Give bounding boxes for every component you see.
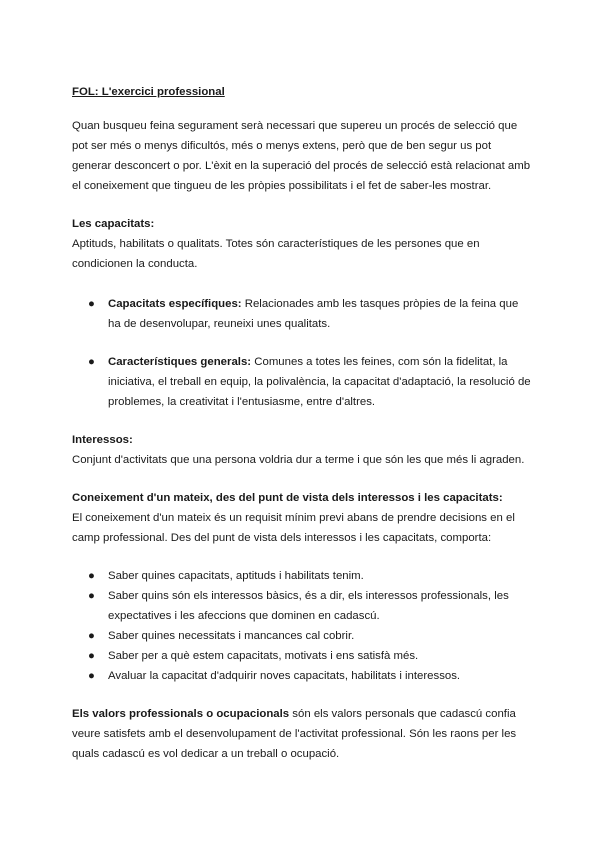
valors-text: són els valors personals que cadascú confia veure satisfets amb el desenvolupament de l'activitat professional. Són les raons per les quals cadascú es vol dedicar a un treball o ocupació. (72, 708, 517, 760)
list-item (72, 294, 532, 334)
list-item-desc: Comunes a totes les feines, com són la fidelitat, la iniciativa, el treball en equip, la polivalència, la capacitat d'adaptació, la resolució de problemes, la creativitat i l'entusiasme, entre d'altres. (108, 356, 531, 408)
document-title: FOL: L'exercici professional (72, 86, 225, 98)
list-item-text: Saber quines capacitats, aptituds i habilitats tenim. (108, 570, 364, 582)
bullet-icon: ● (88, 650, 95, 662)
bullet-icon: ● (88, 590, 95, 602)
bullet-icon: ● (88, 298, 95, 310)
bullet-icon: ● (88, 356, 95, 368)
list-item-text: Saber quines necessitats i mancances cal cobrir. (108, 630, 355, 642)
list-item-desc: Relacionades amb les tasques pròpies de la feina que ha de desenvolupar, reuneixi unes qualitats. (108, 298, 519, 330)
list-item-term: Característiques generals: (108, 356, 252, 368)
list-item-text: Saber quins són els interessos bàsics, és a dir, els interessos professionals, les expectatives i les afeccions que dominen en cadascú. (108, 590, 509, 622)
section-heading-capacitats: Les capacitats: (72, 218, 155, 230)
list-item-text: Saber per a què estem capacitats, motivats i ens satisfà més. (108, 650, 419, 662)
list-item-term: Capacitats específiques: (108, 298, 242, 310)
section-coneixement (72, 488, 532, 686)
section-heading-interessos: Interessos: (72, 434, 133, 446)
list-item (72, 586, 532, 626)
valors-paragraph (72, 704, 532, 764)
list-item (72, 646, 532, 666)
list-item (72, 626, 532, 646)
coneixement-text: El coneixement d'un mateix és un requisit mínim previ abans de prendre decisions en el camp professional. Des del punt de vista dels interessos i les capacitats, comporta: (72, 512, 515, 544)
section-heading-coneixement: Coneixement d'un mateix, des del punt de vista dels interessos i les capacitats: (72, 492, 503, 504)
document-page (72, 82, 532, 764)
intro-paragraph: Quan busqueu feina segurament serà necessari que supereu un procés de selecció que pot ser més o menys dificultós, més o menys extens, però que de ben segur us pot generar desconcert o por. L'èxit en la superació del procés de selecció està relacionat amb el coneixement que tingueu de les pròpies possibilitats i el fet de saber-les mostrar. (72, 120, 531, 192)
capacitats-list (72, 294, 532, 412)
section-capacitats (72, 214, 532, 412)
bullet-icon: ● (88, 570, 95, 582)
capacitats-text: Aptituds, habilitats o qualitats. Totes són característiques de les persones que en condicionen la conducta. (72, 238, 480, 270)
bullet-icon: ● (88, 670, 95, 682)
list-item-text: Avaluar la capacitat d'adquirir noves capacitats, habilitats i interessos. (108, 670, 461, 682)
section-interessos (72, 430, 532, 470)
coneixement-list (72, 566, 532, 686)
list-item (72, 566, 532, 586)
bullet-icon: ● (88, 630, 95, 642)
list-item (72, 666, 532, 686)
valors-term: Els valors professionals o ocupacionals (72, 708, 290, 720)
interessos-text: Conjunt d'activitats que una persona voldria dur a terme i que són les que més li agraden. (72, 454, 525, 466)
list-item (72, 352, 532, 412)
